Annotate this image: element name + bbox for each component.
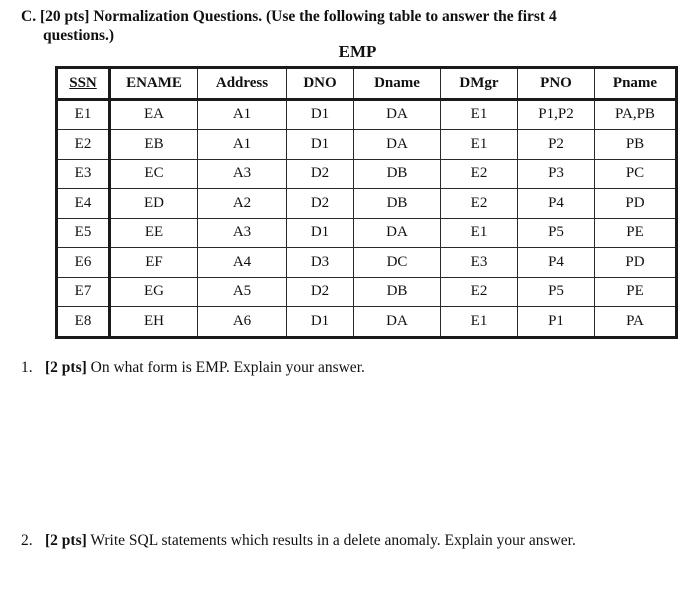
table-row — [57, 218, 677, 248]
table-cell: P5 — [518, 277, 595, 307]
table-cell: EC — [110, 159, 198, 189]
column-header-ename: ENAME — [110, 68, 198, 100]
question-1-text: On what form is EMP. Explain your answer. — [86, 359, 365, 376]
table-cell: P3 — [518, 159, 595, 189]
table-cell: E2 — [441, 189, 518, 219]
table-row — [57, 159, 677, 189]
table-cell: E3 — [57, 159, 110, 189]
table-cell: E5 — [57, 218, 110, 248]
table-cell: E2 — [441, 277, 518, 307]
table-cell: E1 — [441, 218, 518, 248]
table-cell: P4 — [518, 189, 595, 219]
table-cell: EB — [110, 130, 198, 160]
column-header-ssn: SSN — [57, 68, 110, 100]
table-cell: E1 — [441, 130, 518, 160]
table-cell: P2 — [518, 130, 595, 160]
heading-line-2: questions.) — [43, 27, 115, 44]
column-header-pname: Pname — [595, 68, 677, 100]
table-cell: PA,PB — [595, 99, 677, 130]
table-cell: PD — [595, 189, 677, 219]
column-header-pno: PNO — [518, 68, 595, 100]
table-cell: D1 — [287, 218, 354, 248]
table-cell: EH — [110, 307, 198, 338]
heading-line-1: C. [20 pts] Normalization Questions. (Use the following table to answer the first 4 — [21, 8, 557, 25]
table-row — [57, 189, 677, 219]
table-cell: D3 — [287, 248, 354, 278]
table-cell: E1 — [441, 99, 518, 130]
table-cell: EG — [110, 277, 198, 307]
table-row — [57, 99, 677, 130]
question-2-number: 2. — [21, 532, 33, 549]
column-header-dmgr: DMgr — [441, 68, 518, 100]
table-cell: A3 — [198, 159, 287, 189]
column-header-dname: Dname — [354, 68, 441, 100]
question-2-text: Write SQL statements which results in a delete anomaly. Explain your answer. — [86, 532, 576, 549]
table-cell: DA — [354, 130, 441, 160]
table-body — [57, 99, 677, 337]
table-cell: A4 — [198, 248, 287, 278]
table-cell: EF — [110, 248, 198, 278]
table-row — [57, 307, 677, 338]
section-heading — [21, 7, 681, 45]
table-cell: EE — [110, 218, 198, 248]
table-cell: PD — [595, 248, 677, 278]
table-cell: D1 — [287, 99, 354, 130]
table-cell: PE — [595, 277, 677, 307]
column-header-address: Address — [198, 68, 287, 100]
table-cell: P1,P2 — [518, 99, 595, 130]
table-cell: E2 — [57, 130, 110, 160]
table-cell: D2 — [287, 159, 354, 189]
question-1-points: [2 pts] — [45, 359, 87, 376]
table-cell: E1 — [441, 307, 518, 338]
table-cell: D2 — [287, 189, 354, 219]
table-cell: E4 — [57, 189, 110, 219]
table-cell: DA — [354, 307, 441, 338]
table-cell: PB — [595, 130, 677, 160]
table-row — [57, 130, 677, 160]
table-cell: ED — [110, 189, 198, 219]
table-cell: DA — [354, 99, 441, 130]
table-cell: A5 — [198, 277, 287, 307]
emp-table — [55, 66, 678, 339]
table-cell: D1 — [287, 130, 354, 160]
table-cell: E3 — [441, 248, 518, 278]
table-cell: E8 — [57, 307, 110, 338]
table-cell: DB — [354, 277, 441, 307]
table-cell: PE — [595, 218, 677, 248]
table-cell: DB — [354, 189, 441, 219]
table-row — [57, 248, 677, 278]
table-cell: D2 — [287, 277, 354, 307]
table-cell: PC — [595, 159, 677, 189]
question-2-points: [2 pts] — [45, 532, 87, 549]
table-cell: P5 — [518, 218, 595, 248]
table-cell: E2 — [441, 159, 518, 189]
table-cell: DA — [354, 218, 441, 248]
question-2 — [21, 531, 576, 550]
table-cell: EA — [110, 99, 198, 130]
table-cell: A3 — [198, 218, 287, 248]
table-cell: A6 — [198, 307, 287, 338]
question-1 — [21, 358, 365, 377]
table-cell: E7 — [57, 277, 110, 307]
table-cell: D1 — [287, 307, 354, 338]
table-header-row — [57, 68, 677, 100]
table-row — [57, 277, 677, 307]
table-cell: P4 — [518, 248, 595, 278]
table-cell: A2 — [198, 189, 287, 219]
table-cell: P1 — [518, 307, 595, 338]
question-1-number: 1. — [21, 359, 33, 376]
table-cell: DB — [354, 159, 441, 189]
table-cell: A1 — [198, 130, 287, 160]
table-title: EMP — [338, 42, 377, 61]
table-cell: E1 — [57, 99, 110, 130]
table-cell: E6 — [57, 248, 110, 278]
table-cell: DC — [354, 248, 441, 278]
table-cell: A1 — [198, 99, 287, 130]
column-header-dno: DNO — [287, 68, 354, 100]
table-cell: PA — [595, 307, 677, 338]
